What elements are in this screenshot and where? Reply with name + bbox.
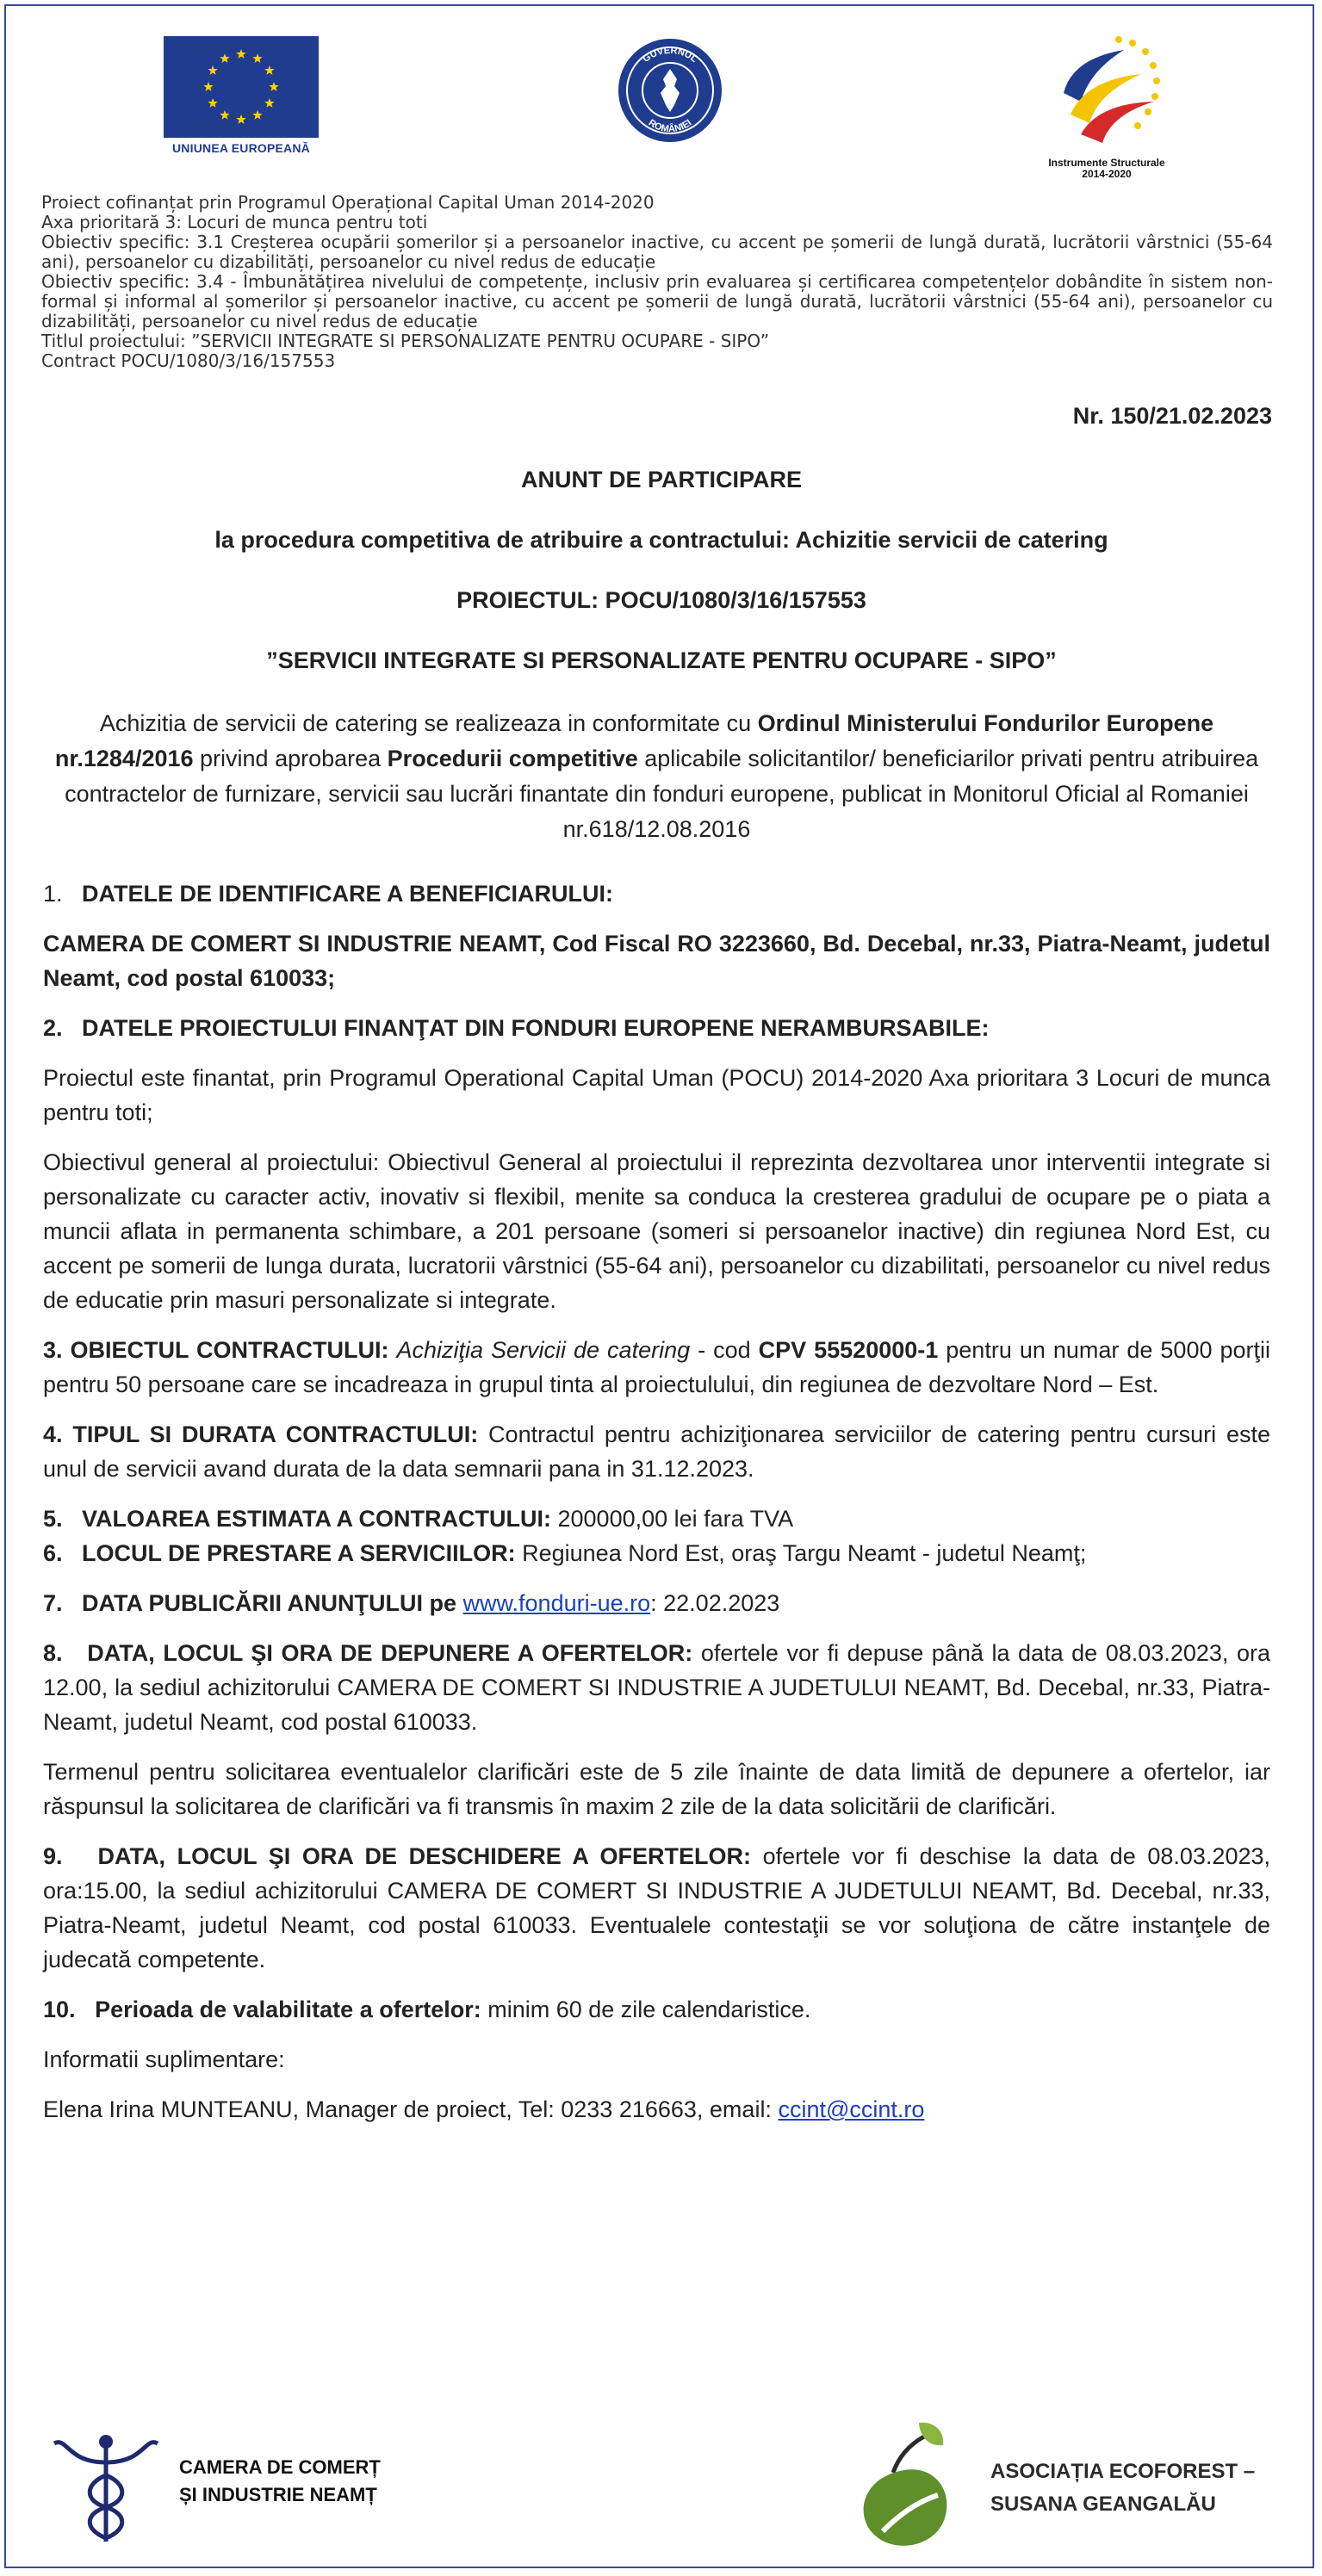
project-name-title: ”SERVICII INTEGRATE SI PERSONALIZATE PENTRU OCUPARE - SIPO” [266,647,1057,673]
section-2-p1: Proiectul este finantat, prin Programul Operational Capital Uman (POCU) 2014-2020 Axa prioritara 3 Locuri de munca pentru toti; [43,1065,1270,1125]
procedure-title: la procedura competitiva de atribuire a contractului: Achizitie servicii de catering [214,527,1108,553]
ccin-name [179,2454,381,2509]
is-caption-1: Instrumente Structurale [1048,157,1165,169]
extra-info-label: Informatii suplimentare: [43,2047,285,2072]
header-line: Obiectiv specific: 3.1 Creșterea ocupării șomerilor și a persoanelor inactive, cu accent pe șomerii de lungă durată, lucrătorii vârstnici (55-64 ani), persoanelor cu dizabilități, persoanelor cu nivel redus de educație [41,232,1273,272]
ecoforest-name-line-2: SUSANA GEANGALĂU [990,2492,1216,2516]
section-4: 4. TIPUL SI DURATA CONTRACTULUI: Contractul pentru achiziţionarea serviciilor de catering pentru cursuri este unul de servicii avand durata de la data semnarii pana in 31.12.2023. [43,1421,1270,1482]
announcement-title: ANUNT DE PARTICIPARE [520,467,802,492]
eu-logo [164,36,319,155]
section-1-text: CAMERA DE COMERT SI INDUSTRIE NEAMT, Cod Fiscal RO 3223660, Bd. Decebal, nr.33, Piatra-Neamt, judetul Neamt, cod postal 610033; [43,931,1270,991]
intro-text: aplicabile solicitantilor/ beneficiarilor privati pentru atribuirea contractelor de furnizare, servicii sau lucrări finantate din fonduri europene, publicat in Monitorul Oficial al Romaniei nr.618/12.08.2016 [65,746,1259,842]
project-header-info [41,193,1273,371]
header-line: Proiect cofinanțat prin Programul Operațional Capital Uman 2014-2020 [41,192,655,213]
intro-order: Ordinul Ministerului Fondurilor Europene nr.1284/2016 [54,710,1214,771]
intro-paragraph [43,706,1270,847]
instrumente-structurale-icon [1046,33,1167,153]
eu-caption: UNIUNEA EUROPEANĂ [171,141,310,155]
announcement-body [43,876,1270,2142]
gov-logo-text-bottom: ROMÂNIEI [646,117,694,135]
intro-procedure: Procedurii competitive [387,746,638,771]
gov-logo-text-top: GUVERNUL [641,45,699,65]
email-link[interactable]: ccint@ccint.ro [778,2096,925,2122]
section-8: 8. DATA, LOCUL ŞI ORA DE DEPUNERE A OFERTELOR: ofertele vor fi depuse până la data de 08.03.2023, ora 12.00, la sediul achizitorului CAMERA DE COMERT SI INDUSTRIE A JUDETULUI NEAMT, Bd. Decebal, nr.33, Piatra-Neamt, judetul Neamt, cod postal 610033. [43,1640,1271,1735]
section-6: 6. LOCUL DE PRESTARE A SERVICIILOR: Regiunea Nord Est, oraş Targu Neamt - judetul Neamţ; [43,1540,1087,1566]
ecoforest-name [990,2455,1255,2521]
section-2-heading: 2. DATELE PROIECTULUI FINANŢAT DIN FONDURI EUROPENE NERAMBURSABILE: [43,1015,990,1041]
ccin-name-line-2: ȘI INDUSTRIE NEAMȚ [179,2484,377,2505]
project-code-title: PROIECTUL: POCU/1080/3/16/157553 [456,587,866,613]
section-1-heading: 1. DATELE DE IDENTIFICARE A BENEFICIARULUI: [43,881,614,907]
header-line: Axa prioritară 3: Locuri de munca pentru toti [41,212,428,232]
header-line: Titlul proiectului: ”SERVICII INTEGRATE SI PERSONALIZATE PENTRU OCUPARE - SIPO” [41,331,770,351]
contact-line: Elena Irina MUNTEANU, Manager de proiect, Tel: 0233 216663, email: ccint@ccint.ro [43,2096,925,2122]
intro-text: Achizitia de servicii de catering se realizeaza in conformitate cu [99,710,758,736]
section-5: 5. VALOAREA ESTIMATA A CONTRACTULUI: 200000,00 lei fara TVA [43,1506,794,1532]
document-number: Nr. 150/21.02.2023 [1072,403,1272,429]
instrumente-structurale-logo [1021,33,1193,184]
ecoforest-logo-icon [848,2419,960,2557]
intro-text: privind aprobarea [193,746,388,771]
is-caption-2: 2014-2020 [1082,168,1132,180]
section-8-p2: Termenul pentru solicitarea eventualelor clarificări este de 5 zile înainte de data limită de depunere a ofertelor, iar răspunsul la solicitarea de clarificări va fi transmis în maxim 2 zile de la data solicitării de clarificări. [43,1759,1270,1819]
section-9: 9. DATA, LOCUL ŞI ORA DE DESCHIDERE A OFERTELOR: ofertele vor fi deschise la data de 08.03.2023, ora:15.00, la sediul achizitorului CAMERA DE COMERT SI INDUSTRIE A JUDETULUI NEAMT, Bd. Decebal, nr.33, Piatra-Neamt, judetul Neamt, cod postal 610033. Eventualele contestaţii se vor soluţiona de către instanţele de judecată competente. [43,1843,1270,1972]
caduceus-icon [50,2428,162,2548]
fonduri-ue-link[interactable]: www.fonduri-ue.ro [462,1590,651,1616]
header-line: Contract POCU/1080/3/16/157553 [41,350,336,371]
header-line: Obiectiv specific: 3.4 - Îmbunătățirea nivelului de competențe, inclusiv prin evaluarea și certificarea competențelor dobândite în sistem non-formal și informal al șomerilor și persoanelor inactive, cu accent pe șomerii de lungă durată, lucrătorii vârstnici (55-64 ani), persoanelor cu dizabilități, persoanelor cu nivel redus de educație [41,271,1273,331]
ccin-name-line-1: CAMERA DE COMERȚ [179,2456,381,2478]
section-7: 7. DATA PUBLICĂRII ANUNŢULUI pe www.fonduri-ue.ro: 22.02.2023 [43,1590,780,1616]
section-3: 3. OBIECTUL CONTRACTULUI: Achiziţia Servicii de catering - cod CPV 55520000-1 pentru un numar de 5000 porţii pentru 50 persoane care se incadreaza in grupul tinta al proiectulului, din regiunea de dezvoltare Nord – Est. [43,1337,1270,1397]
ecoforest-name-line-1: ASOCIAȚIA ECOFOREST – [990,2460,1256,2483]
section-10: 10. Perioada de valabilitate a ofertelor: minim 60 de zile calendaristice. [43,1997,811,2022]
eu-flag-icon [164,36,319,138]
romanian-government-logo [616,36,724,145]
section-2-p2: Obiectivul general al proiectului: Obiectivul General al proiectului il reprezinta dezvoltarea unor interventii integrate si personalizate cu caracter activ, inovativ si flexibil, menite sa conduca la cresterea gradului de ocupare pe o piata a muncii aflata in permanenta schimbare, a 201 persoane (someri si persoanelor inactive) din regiunea Nord Est, cu accent pe somerii de lunga durata, lucratorii vârstnici (55-64 ani), persoanelor cu dizabilitati, persoanelor cu nivel redus de educatie prin masuri personalizate si integrate. [43,1149,1270,1313]
